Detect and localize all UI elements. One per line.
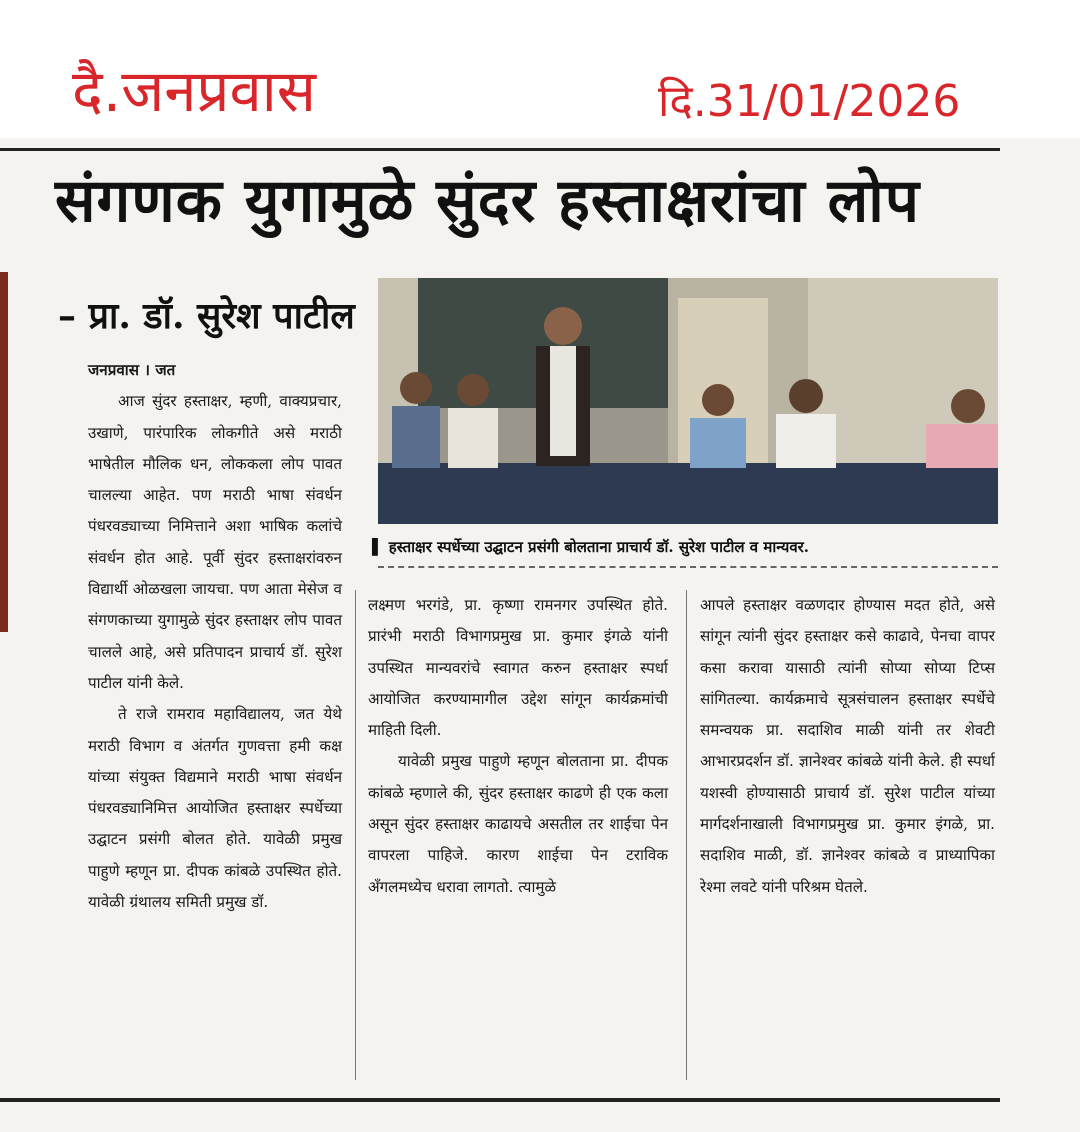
event-photo-illustration xyxy=(378,278,998,524)
bottom-rule xyxy=(0,1098,1000,1102)
event-photo xyxy=(378,278,998,524)
column-divider xyxy=(355,590,356,1080)
photo-caption: ▌ हस्ताक्षर स्पर्धेच्या उद्घाटन प्रसंगी बोलताना प्राचार्य डॉ. सुरेश पाटील व मान्यवर. xyxy=(372,538,810,556)
caption-divider xyxy=(378,566,998,568)
adjacent-article-edge xyxy=(0,272,8,632)
masthead xyxy=(0,0,1080,138)
paragraph: यावेळी प्रमुख पाहुणे म्हणून बोलताना प्रा. दीपक कांबळे म्हणाले की, सुंदर हस्ताक्षर काढणे ही एक कला असून सुंदर हस्ताक्षर काढायचे असतील तर शाईचा पेन वापरला पाहिजे. कारण शाईचा पेन टराविक अँगलमध्येच धरावा लागतो. त्यामुळे xyxy=(368,752,668,896)
article-column-1 xyxy=(88,355,342,918)
issue-date: दि.31/01/2026 xyxy=(658,76,961,127)
article-column-3 xyxy=(700,590,995,903)
article-headline: संगणक युगामुळे सुंदर हस्ताक्षरांचा लोप xyxy=(55,166,920,236)
paragraph: आज सुंदर हस्ताक्षर, म्हणी, वाक्यप्रचार, उखाणे, पारंपारिक लोकगीते असे मराठी भाषेतील मौलिक धन, लोककला लोप पावत चालल्या आहेत. पण मराठी भाषा संवर्धन पंधरवड्याच्या निमित्ताने अशा भाषिक कलांचे संवर्धन होत आहे. पूर्वी सुंदर हस्ताक्षरांवरुन विद्यार्थी ओळखला जायचा. पण आता मेसेज व संगणकाच्या युगामुळे सुंदर हस्ताक्षर लोप पावत चालले आहे, असे प्रतिपादन प्राचार्य डॉ. सुरेश पाटील यांनी केले. xyxy=(88,392,342,692)
article-column-2 xyxy=(368,590,668,903)
article-dateline: जनप्रवास । जत xyxy=(88,361,176,379)
column-divider xyxy=(686,590,687,1080)
paragraph: लक्ष्मण भरगंडे, प्रा. कृष्णा रामनगर उपस्थित होते. प्रारंभी मराठी विभागप्रमुख प्रा. कुमार इंगळे यांनी उपस्थित मान्यवरांचे स्वागत करुन हस्ताक्षर स्पर्धा आयोजित करण्यामागील उद्देश सांगून कार्यक्रमांची माहिती दिली. xyxy=(368,596,668,740)
article-byline: – प्रा. डॉ. सुरेश पाटील xyxy=(58,295,355,337)
photo-caption-text: हस्ताक्षर स्पर्धेच्या उद्घाटन प्रसंगी बोलताना प्राचार्य डॉ. सुरेश पाटील व मान्यवर. xyxy=(388,538,810,556)
paragraph: ते राजे रामराव महाविद्यालय, जत येथे मराठी विभाग व अंतर्गत गुणवत्ता हमी कक्ष यांच्या संयुक्त विद्यमाने मराठी भाषा संवर्धन पंधरवड्यानिमित्त आयोजित हस्ताक्षर स्पर्धेच्या उद्घाटन प्रसंगी बोलत होते. यावेळी प्रमुख पाहुणे म्हणून प्रा. दीपक कांबळे उपस्थित होते. यावेळी ग्रंथालय समिती प्रमुख डॉ. xyxy=(88,705,342,912)
top-rule xyxy=(0,148,1000,151)
paragraph: आपले हस्ताक्षर वळणदार होण्यास मदत होते, असे सांगून त्यांनी सुंदर हस्ताक्षर कसे काढावे, पेनचा वापर कसा करावा यासाठी त्यांनी सोप्या सोप्या टिप्स सांगितल्या. कार्यक्रमाचे सूत्रसंचालन हस्ताक्षर स्पर्धेचे समन्वयक प्रा. सदाशिव माळी यांनी तर शेवटी आभारप्रदर्शन डॉ. ज्ञानेश्वर कांबळे यांनी केले. ही स्पर्धा यशस्वी होण्यासाठी प्राचार्य डॉ. सुरेश पाटील यांच्या मार्गदर्शनाखाली विभागप्रमुख प्रा. कुमार इंगळे, प्रा. सदाशिव माळी, डॉ. ज्ञानेश्वर कांबळे व प्राध्यापिका रेश्मा लवटे यांनी परिश्रम घेतले. xyxy=(700,596,995,896)
newspaper-brand: दै.जनप्रवास xyxy=(72,57,316,125)
